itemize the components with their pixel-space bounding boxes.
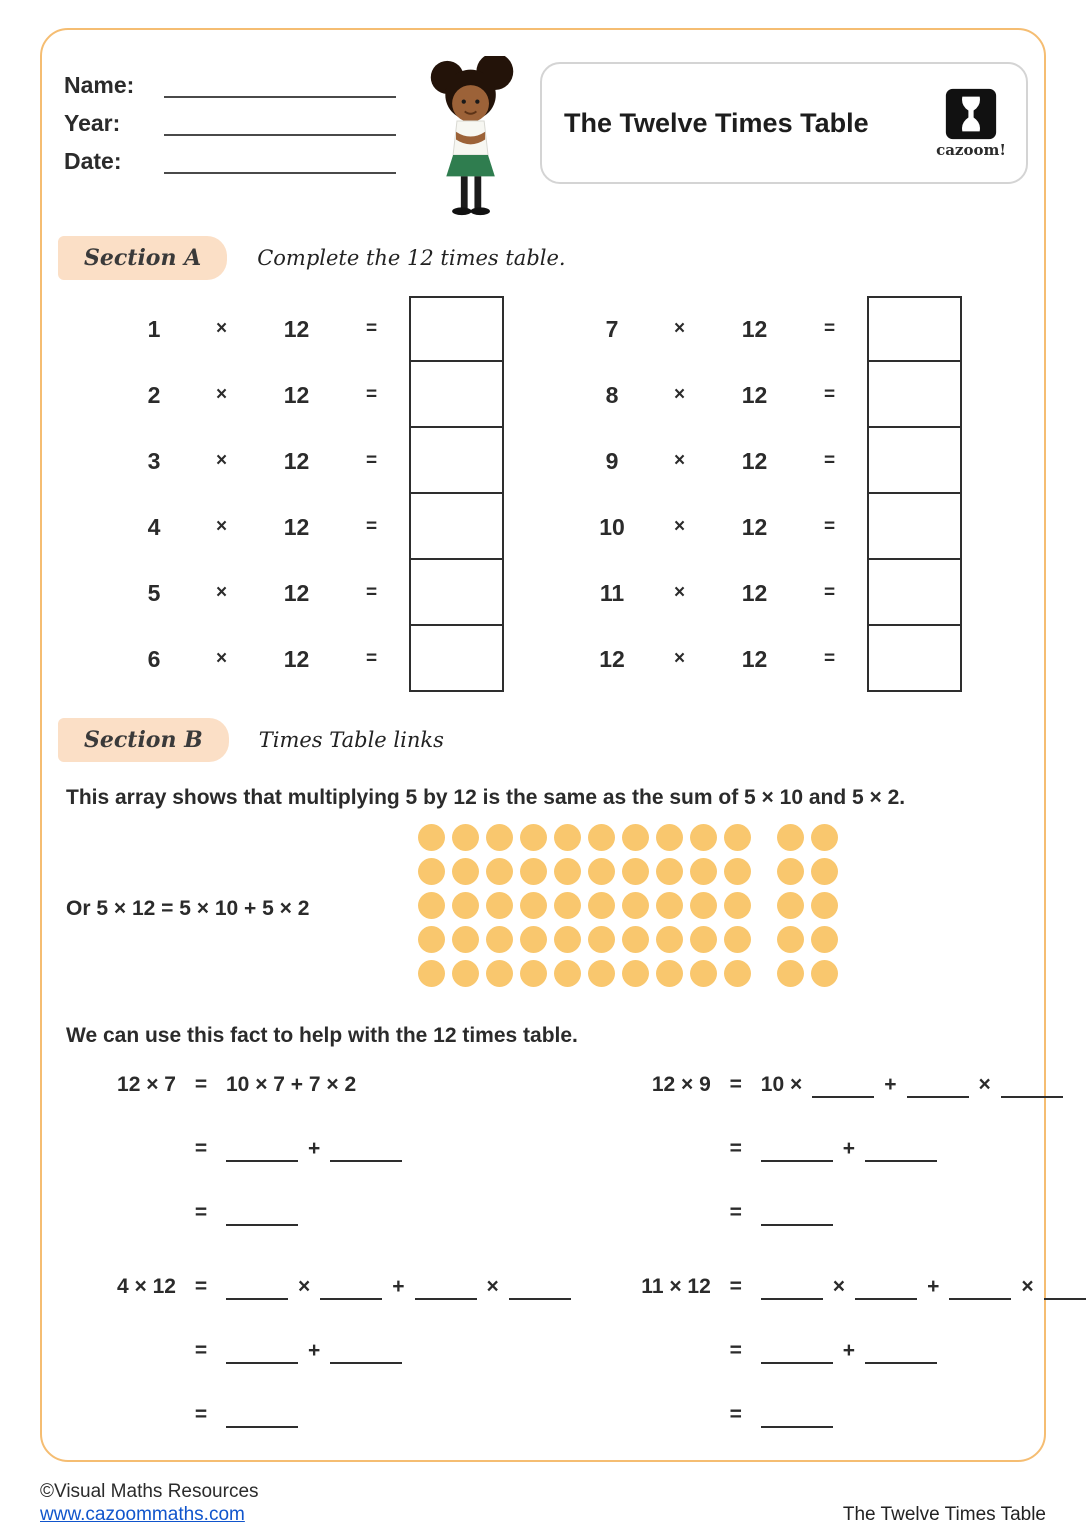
answer-blank (761, 1278, 823, 1300)
factor-right: 12 (283, 447, 310, 474)
section-b-header (58, 718, 1028, 762)
times-symbol: × (215, 516, 228, 537)
array-block (58, 824, 1028, 994)
expression-text: + (842, 1137, 856, 1160)
array-dot (622, 892, 649, 919)
problem-line (601, 1402, 1086, 1428)
problem-rhs (761, 1204, 833, 1226)
equals-symbol: = (365, 648, 378, 669)
section-a-badge: Section A (58, 236, 227, 280)
expression-text: + (842, 1339, 856, 1362)
factor-right: 12 (741, 645, 768, 672)
array-dot (418, 960, 445, 987)
array-dot (622, 926, 649, 953)
answer-blank (761, 1406, 833, 1428)
array-dot (520, 892, 547, 919)
date-field (64, 148, 416, 174)
cazoom-logo (928, 88, 1014, 159)
answer-box (867, 428, 962, 494)
array-dot (588, 858, 615, 885)
array-dot (724, 892, 751, 919)
expression-text: × (298, 1275, 311, 1298)
array-dot (486, 926, 513, 953)
problem-lhs: 12 × 7 (117, 1073, 176, 1096)
student-fields (64, 56, 416, 226)
array-dot (777, 926, 804, 953)
array-dot (588, 926, 615, 953)
equals-symbol: = (194, 1137, 208, 1160)
dot-group-gap (758, 892, 770, 919)
array-dot (656, 926, 683, 953)
problem-rhs (226, 1274, 571, 1300)
factor-left: 10 (599, 513, 625, 540)
array-dot (554, 858, 581, 885)
array-dot (724, 960, 751, 987)
times-symbol: × (673, 450, 686, 471)
factor-right: 12 (283, 513, 310, 540)
times-symbol: × (673, 384, 686, 405)
expression-text: + (927, 1275, 940, 1298)
array-dot (811, 926, 838, 953)
dot-group-gap (758, 858, 770, 885)
array-dot (622, 858, 649, 885)
problem-rhs (761, 1072, 1063, 1098)
name-label: Name: (64, 72, 135, 98)
problem-lhs: 4 × 12 (117, 1275, 176, 1298)
answer-blank (226, 1140, 298, 1162)
dot-group-gap (758, 824, 770, 851)
problem-line (601, 1338, 1086, 1364)
times-symbol: × (215, 318, 228, 339)
answer-blank (907, 1076, 969, 1098)
array-dot (554, 926, 581, 953)
problem-2 (601, 1072, 1086, 1226)
equals-symbol: = (365, 318, 378, 339)
problem-line (66, 1200, 571, 1226)
array-dot (588, 892, 615, 919)
answer-box (867, 296, 962, 362)
answer-box (867, 362, 962, 428)
section-a-header (58, 236, 1028, 280)
answer-blank (226, 1342, 298, 1364)
expression-text: + (884, 1073, 897, 1096)
times-symbol: × (215, 450, 228, 471)
array-dot (520, 960, 547, 987)
array-dot (690, 824, 717, 851)
dot-row (418, 858, 838, 885)
equals-symbol: = (729, 1201, 742, 1224)
array-dot (486, 960, 513, 987)
equals-symbol: = (194, 1275, 208, 1298)
array-dot (777, 824, 804, 851)
expression-text: × (486, 1275, 499, 1298)
problem-rhs (761, 1274, 1086, 1300)
array-dot (656, 824, 683, 851)
answer-box (409, 626, 504, 692)
problem-rhs (761, 1338, 937, 1364)
array-dot (520, 824, 547, 851)
section-a-instruction: Complete the 12 times table. (257, 246, 566, 270)
cazoom-logo-icon (928, 88, 1014, 145)
answer-blank (865, 1342, 937, 1364)
answer-blank (761, 1140, 833, 1162)
problem-rhs (226, 1204, 298, 1226)
problem-rhs (226, 1072, 356, 1098)
answer-box (867, 560, 962, 626)
equals-symbol: = (823, 318, 836, 339)
array-dot (724, 858, 751, 885)
times-symbol: × (673, 516, 686, 537)
factor-right: 12 (741, 381, 768, 408)
problem-rhs (761, 1136, 937, 1162)
array-dot (811, 824, 838, 851)
array-dot (486, 892, 513, 919)
equals-symbol: = (194, 1201, 208, 1224)
array-dot (656, 858, 683, 885)
equals-symbol: = (194, 1339, 208, 1362)
name-field (64, 72, 416, 98)
equals-symbol: = (365, 450, 378, 471)
worksheet-title: The Twelve Times Table (564, 107, 869, 138)
factor-left: 3 (147, 447, 161, 474)
problem-line (601, 1136, 1086, 1162)
array-dot (588, 824, 615, 851)
array-dot (554, 824, 581, 851)
factor-left: 9 (605, 447, 619, 474)
equals-symbol: = (823, 450, 836, 471)
website-link[interactable]: www.cazoommaths.com (40, 1504, 245, 1525)
expression-text: + (392, 1275, 405, 1298)
equals-symbol: = (194, 1403, 208, 1426)
problem-line (66, 1136, 571, 1162)
equals-symbol: = (729, 1073, 742, 1096)
equals-symbol: = (823, 582, 836, 603)
answer-box (409, 296, 504, 362)
answer-blank (1044, 1278, 1086, 1300)
array-dot (452, 926, 479, 953)
copyright-text: ©Visual Maths Resources (40, 1481, 259, 1502)
answer-blank (761, 1204, 833, 1226)
factor-left: 4 (147, 513, 161, 540)
problem-line (601, 1200, 1086, 1226)
problem-line (66, 1338, 571, 1364)
times-table-left-column (124, 296, 504, 692)
times-symbol: × (215, 582, 228, 603)
array-dot (724, 824, 751, 851)
answer-box (409, 494, 504, 560)
answer-box (867, 494, 962, 560)
equals-symbol: = (729, 1275, 742, 1298)
equals-symbol: = (729, 1403, 742, 1426)
dot-group-gap (758, 926, 770, 953)
answer-blank (855, 1278, 917, 1300)
array-dot (452, 892, 479, 919)
footer (40, 1480, 1046, 1526)
times-symbol: × (673, 318, 686, 339)
dot-row (418, 926, 838, 953)
factor-right: 12 (283, 381, 310, 408)
array-dot (418, 824, 445, 851)
expression-text: + (308, 1137, 321, 1160)
expression-text: + (308, 1339, 321, 1362)
problem-line (601, 1274, 1086, 1300)
array-dot (486, 858, 513, 885)
student-illustration (416, 56, 528, 226)
factor-right: 12 (741, 579, 768, 606)
array-dot (520, 926, 547, 953)
date-blank-line (164, 148, 396, 174)
footer-worksheet-title: The Twelve Times Table (842, 1504, 1046, 1525)
section-b-badge: Section B (58, 718, 229, 762)
array-dot (418, 892, 445, 919)
page-frame (40, 28, 1046, 1462)
dot-row (418, 892, 838, 919)
equals-symbol: = (194, 1073, 208, 1096)
answer-blank (865, 1140, 937, 1162)
dot-group-gap (758, 960, 770, 987)
array-dot (690, 858, 717, 885)
equals-symbol: = (823, 516, 836, 537)
times-symbol: × (215, 648, 228, 669)
answer-box (867, 626, 962, 692)
array-dot (690, 892, 717, 919)
year-label: Year: (64, 110, 121, 136)
answer-blank (509, 1278, 571, 1300)
problem-rhs (226, 1136, 402, 1162)
section-b-instruction: Times Table links (258, 728, 444, 752)
expression-text: 10 × (760, 1073, 803, 1096)
times-table (58, 296, 1028, 692)
answer-blank (330, 1342, 402, 1364)
array-dot (588, 960, 615, 987)
times-symbol: × (673, 648, 686, 669)
times-symbol: × (673, 582, 686, 603)
answer-blank (761, 1342, 833, 1364)
array-dot (452, 858, 479, 885)
array-dot (777, 858, 804, 885)
problem-line (601, 1072, 1086, 1098)
array-dot (656, 960, 683, 987)
problem-line (66, 1402, 571, 1428)
factor-right: 12 (283, 579, 310, 606)
answer-blank (415, 1278, 477, 1300)
problem-4 (601, 1274, 1086, 1428)
answer-blank (812, 1076, 874, 1098)
array-dot (777, 892, 804, 919)
answer-blank (320, 1278, 382, 1300)
array-dot (622, 960, 649, 987)
header (58, 56, 1028, 226)
answer-blank (226, 1406, 298, 1428)
answer-box (409, 362, 504, 428)
factor-left: 12 (599, 645, 625, 672)
factor-left: 11 (599, 579, 625, 606)
array-dot (554, 892, 581, 919)
answer-box (409, 428, 504, 494)
array-dot (724, 926, 751, 953)
array-dot (452, 960, 479, 987)
equals-symbol: = (823, 648, 836, 669)
name-blank-line (164, 72, 396, 98)
answer-blank (226, 1204, 298, 1226)
array-dot (690, 960, 717, 987)
problem-lhs: 11 × 12 (641, 1275, 711, 1298)
array-dot (622, 824, 649, 851)
expression-text: 10 × 7 + 7 × 2 (226, 1073, 357, 1096)
array-caption: This array shows that multiplying 5 by 12 is the same as the sum of 5 × 10 and 5 × 2. (66, 786, 906, 809)
equals-symbol: = (365, 516, 378, 537)
expression-text: × (978, 1073, 991, 1096)
factor-left: 1 (147, 315, 161, 342)
answer-box (409, 560, 504, 626)
equals-symbol: = (365, 384, 378, 405)
year-field (64, 110, 416, 136)
fact-text: We can use this fact to help with the 12 times table. (66, 1024, 578, 1047)
dot-array (418, 824, 838, 994)
array-dot (656, 892, 683, 919)
array-dot (418, 926, 445, 953)
date-label: Date: (64, 148, 122, 174)
equals-symbol: = (365, 582, 378, 603)
or-equation: Or 5 × 12 = 5 × 10 + 5 × 2 (66, 897, 310, 920)
problem-lhs: 12 × 9 (651, 1073, 711, 1096)
array-dot (418, 858, 445, 885)
dot-row (418, 824, 838, 851)
array-dot (811, 892, 838, 919)
factor-left: 7 (605, 315, 619, 342)
answer-blank (1001, 1076, 1063, 1098)
expression-text: × (1021, 1275, 1034, 1298)
array-dot (486, 824, 513, 851)
array-dot (690, 926, 717, 953)
problem-rhs (226, 1338, 402, 1364)
factor-left: 6 (147, 645, 161, 672)
array-dot (777, 960, 804, 987)
array-dot (452, 824, 479, 851)
equals-symbol: = (823, 384, 836, 405)
factor-right: 12 (741, 513, 768, 540)
problem-line (66, 1274, 571, 1300)
title-box (540, 62, 1028, 184)
problems (58, 1072, 1034, 1476)
footer-left (40, 1480, 259, 1526)
factor-left: 8 (605, 381, 619, 408)
problem-1 (66, 1072, 571, 1226)
year-blank-line (164, 110, 396, 136)
factor-right: 12 (283, 645, 310, 672)
answer-blank (330, 1140, 402, 1162)
problem-line (66, 1072, 571, 1098)
answer-blank (226, 1278, 288, 1300)
array-dot (520, 858, 547, 885)
equals-symbol: = (729, 1137, 742, 1160)
array-dot (811, 960, 838, 987)
dot-row (418, 960, 838, 987)
times-symbol: × (215, 384, 228, 405)
factor-left: 5 (147, 579, 161, 606)
times-table-right-column (582, 296, 962, 692)
factor-right: 12 (283, 315, 310, 342)
factor-right: 12 (741, 315, 768, 342)
factor-right: 12 (741, 447, 768, 474)
array-dot (554, 960, 581, 987)
array-dot (811, 858, 838, 885)
cazoom-logo-text: cazoom! (936, 140, 1006, 159)
problem-rhs (226, 1406, 298, 1428)
problem-3 (66, 1274, 571, 1428)
equals-symbol: = (729, 1339, 742, 1362)
factor-left: 2 (147, 381, 161, 408)
problem-rhs (761, 1406, 833, 1428)
answer-blank (949, 1278, 1011, 1300)
expression-text: × (832, 1275, 846, 1298)
